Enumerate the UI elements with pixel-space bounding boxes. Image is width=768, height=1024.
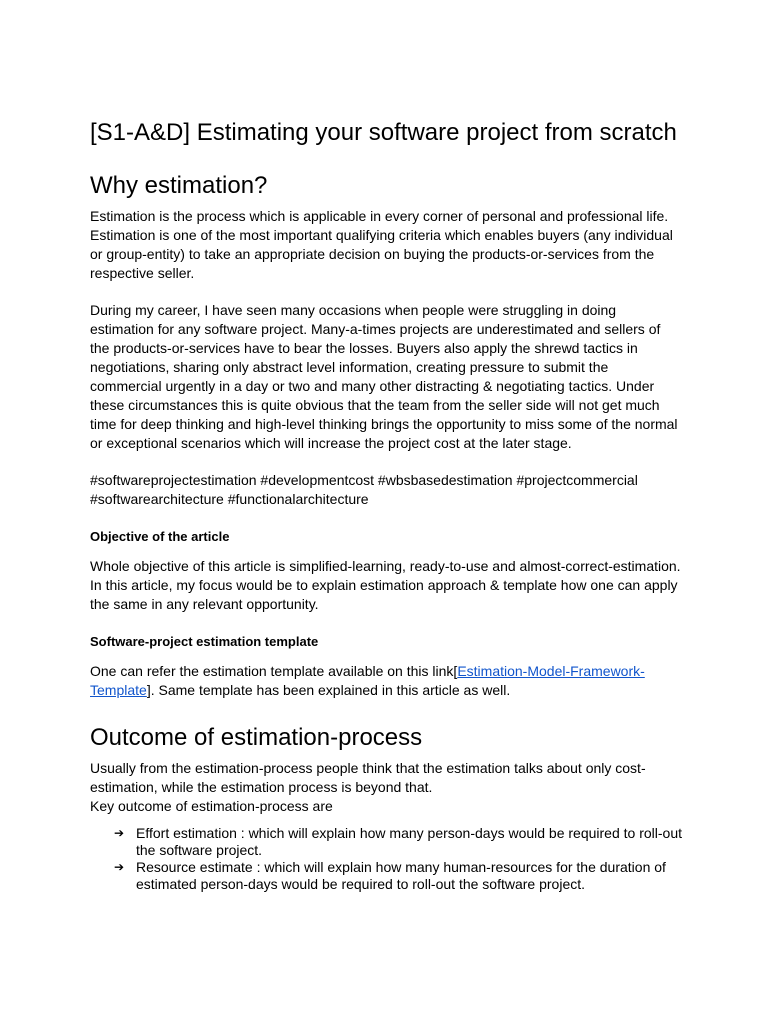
document-title: [S1-A&D] Estimating your software project from scratch [90,119,677,146]
outcome-intro-line2: Key outcome of estimation-process are [90,798,333,814]
heading-why-estimation: Why estimation? [90,172,268,199]
estimation-template-link[interactable]: Estimation-Model-Framework-Template [90,663,645,698]
template-text-after: ]. Same template has been explained in this article as well. [146,682,511,698]
paragraph-hashtags: #softwareprojectestimation #developmentcost #wbsbasedestimation #projectcommercial #softwarearchitecture #functionalarchitecture [90,472,638,507]
document-page [90,117,682,893]
heading-outcome: Outcome of estimation-process [90,724,423,751]
outcome-intro-line1: Usually from the estimation-process people think that the estimation talks about only cost-estimation, while the estimation process is beyond that. [90,760,646,795]
bullet-text-effort: Effort estimation : which will explain how many person-days would be required to roll-out the software project. [136,825,683,858]
paragraph-estimation-intro: Estimation is the process which is applicable in every corner of personal and professional life. Estimation is one of the most important qualifying criteria which enables buyers (any individual or group-entity) to take an appropriate decision on buying the products-or-services from the respective seller. [90,208,673,281]
heading-estimation-template: Software-project estimation template [90,634,319,649]
paragraph-outcome-intro [90,759,682,816]
paragraph-objective: Whole objective of this article is simplified-learning, ready-to-use and almost-correct-estimation. In this article, my focus would be to explain estimation approach & template how one can apply the same in any relevant opportunity. [90,558,681,612]
paragraph-template-link [90,662,682,700]
outcome-bullet-list [90,825,682,893]
arrow-right-icon: ➔ [114,860,125,874]
paragraph-career-experience: During my career, I have seen many occasions when people were struggling in doing estimation for any software project. Many-a-times projects are underestimated and sellers of the products-or-services have to bear the losses. Buyers also apply the shrewd tactics in negotiations, sharing only abstract level information, creating pressure to submit the commercial urgently in a day or two and many other distracting & negotiating tactics. Under these circumstances this is quite obvious that the team from the seller side will not get much time for deep thinking and high-level thinking brings the opportunity to miss some of the normal or exceptional scenarios which will increase the project cost at the later stage. [90,302,678,451]
heading-objective: Objective of the article [90,529,230,544]
template-text-before: One can refer the estimation template available on this link[ [90,663,458,679]
list-item [114,859,682,893]
bullet-text-resource: Resource estimate : which will explain how many human-resources for the duration of estimated person-days would be required to roll-out the software project. [136,859,666,892]
arrow-right-icon: ➔ [114,826,125,840]
list-item [114,825,682,859]
